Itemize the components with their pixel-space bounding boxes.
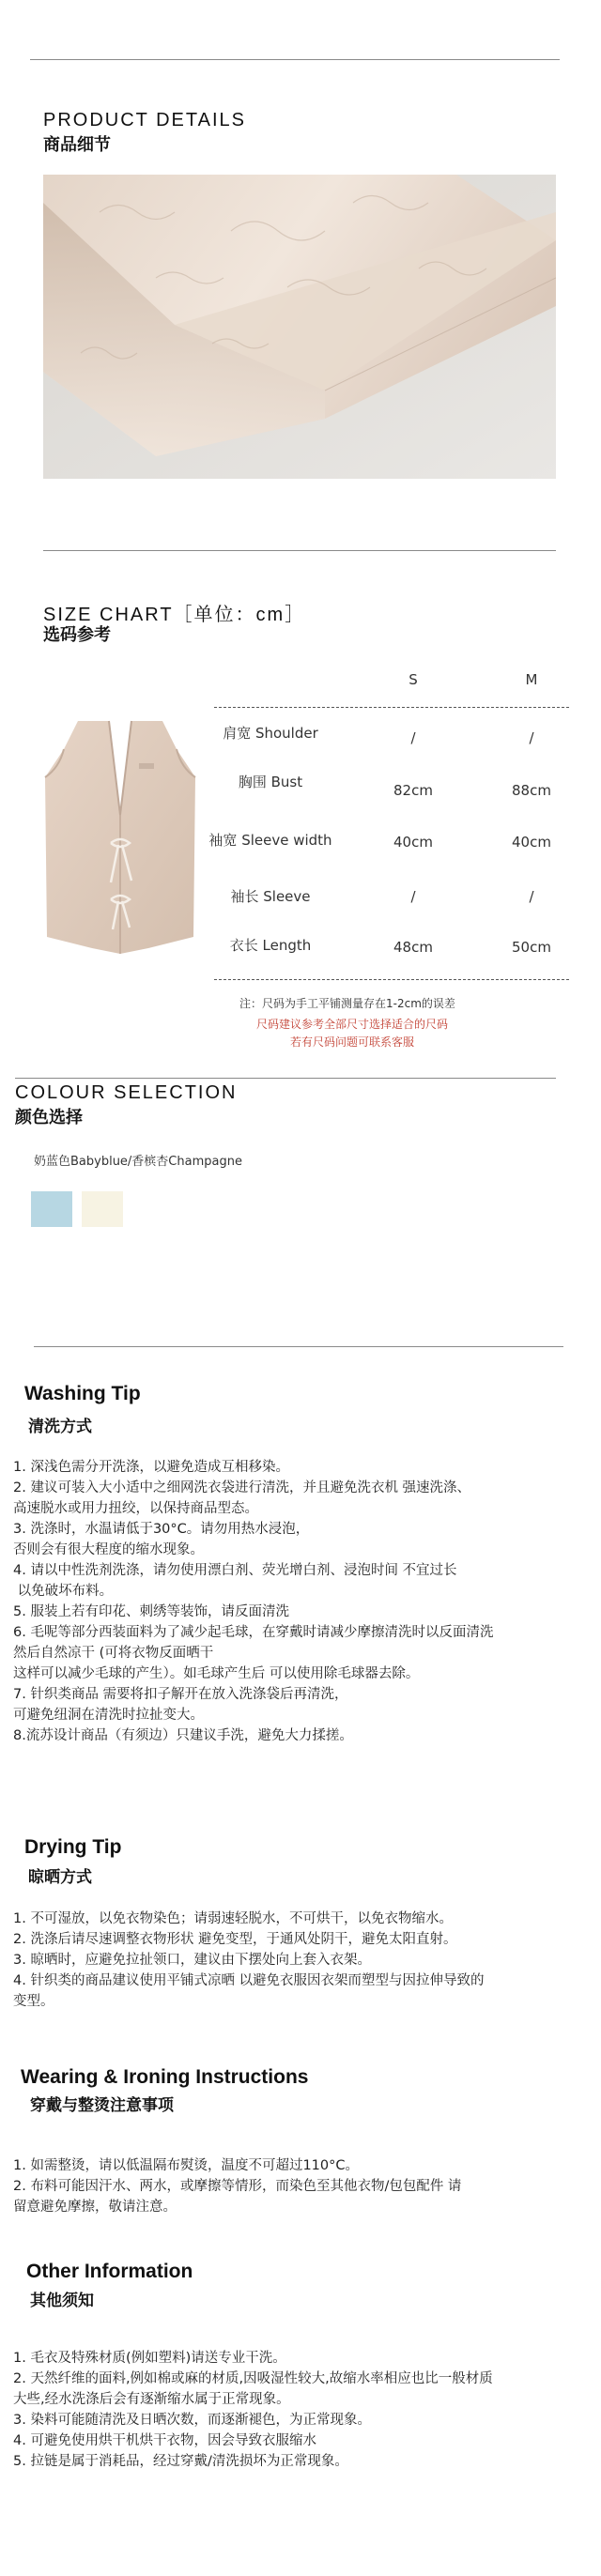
wearing-line: 1. 如需整烫，请以低温隔布熨烫，温度不可超过110°C。 [13,2158,359,2173]
size-note: 注：尺码为手工平铺测量存在1-2cm的误差 [239,997,455,1010]
swatch-babyblue[interactable] [31,1191,72,1227]
size-cell-shoulder-s: / [410,729,416,746]
size-row-label-sleeve-width: 袖宽 Sleeve width [208,832,332,849]
size-header-divider [214,707,569,708]
washing-line: 可避免纽洞在清洗时拉扯变大。 [13,1708,204,1723]
other-subtitle: 其他须知 [30,2292,94,2310]
size-row-label-shoulder: 肩宽 Shoulder [223,725,318,742]
other-line: 2. 天然纤维的面料,例如棉或麻的材质,因吸湿性较大,故缩水率相应也比一般材质 [13,2371,493,2386]
wearing-list [13,2155,588,2217]
other-line: 4. 可避免使用烘干机烘干衣物，因会导致衣服缩水 [13,2433,316,2448]
colour-options-label: 奶蓝色Babyblue/香槟杏Champagne [34,1155,242,1169]
washing-line: 4. 请以中性洗剂洗涤，请勿使用漂白剂、荧光增白剂、浸泡时间 不宜过长 [13,1563,457,1578]
other-line: 3. 染料可能随清洗及日晒次数，而逐渐褪色，为正常现象。 [13,2413,371,2428]
washing-subtitle: 清洗方式 [28,1418,92,1436]
other-line: 1. 毛衣及特殊材质(例如塑料)请送专业干洗。 [13,2351,286,2366]
washing-line: 2. 建议可装入大小适中之细网洗衣袋进行清洗，并且避免洗衣机 强速洗涤、 [13,1480,471,1495]
divider-size [43,550,556,551]
size-cell-sleeve-s: / [410,888,416,905]
wearing-subtitle: 穿戴与整烫注意事项 [30,2096,174,2115]
wearing-line: 留意避免摩擦，敬请注意。 [13,2200,177,2215]
washing-line: 5. 服装上若有印花、刺绣等装饰，请反面清洗 [13,1604,289,1619]
other-line: 5. 拉链是属于消耗品，经过穿戴/清洗损坏为正常现象。 [13,2454,348,2469]
washing-line: 这样可以减少毛球的产生）。如毛球产生后 可以使用除毛球器去除。 [13,1666,420,1681]
swatch-champagne[interactable] [82,1191,123,1227]
drying-line: 1. 不可湿放，以免衣物染色；请弱速轻脱水，不可烘干，以免衣物缩水。 [13,1911,453,1926]
drying-title: Drying Tip [24,1836,122,1858]
washing-line: 以免破坏布料。 [13,1584,114,1599]
size-bottom-divider [214,979,569,980]
colour-subtitle: 颜色选择 [15,1108,83,1127]
size-chart-subtitle: 选码参考 [43,625,111,645]
size-row-label-bust: 胸围 Bust [238,774,303,790]
washing-line: 8.流苏设计商品（有须边）只建议手洗，避免大力揉搓。 [13,1728,353,1743]
colour-title: COLOUR SELECTION [15,1082,238,1103]
divider-top [30,59,560,60]
washing-list [13,1457,588,1746]
size-cell-length-m: 50cm [512,939,551,956]
washing-line: 1. 深浅色需分开洗涤，以避免造成互相移染。 [13,1460,289,1475]
size-advice: 尺码建议参考全部尺寸选择适合的尺码 [255,1018,448,1031]
drying-list [13,1909,588,2012]
size-cell-sleeve-width-m: 40cm [512,834,551,851]
product-details-title: PRODUCT DETAILS [43,110,246,130]
drying-line: 4. 针织类的商品建议使用平铺式凉晒 以避免衣服因衣架而塑型与因拉伸导致的 [13,1973,485,1988]
washing-title: Washing Tip [24,1383,141,1404]
drying-line: 变型。 [13,1994,54,2009]
size-cell-bust-s: 82cm [393,782,433,799]
washing-line: 然后自然凉干 (可将衣物反面晒干 [13,1646,214,1661]
wearing-line: 2. 布料可能因汗水、两水，或摩擦等情形，而染色至其他衣物/包包配件 请 [13,2179,462,2194]
other-list [13,2348,588,2472]
other-title: Other Information [26,2261,193,2282]
size-cell-length-s: 48cm [393,939,433,956]
washing-line: 7. 针织类商品 需要将扣子解开在放入洗涤袋后再清洗， [13,1687,348,1702]
size-chart-title: SIZE CHART［单位：cm］ [43,605,306,625]
size-row-label-length: 衣长 Length [229,937,312,954]
washing-line: 否则会有很大程度的缩水现象。 [13,1542,204,1557]
size-contact: 若有尺码问题可联系客服 [289,1035,414,1049]
divider-washing [34,1346,563,1347]
drying-line: 3. 晾晒时，应避免拉扯领口，建议由下摆处向上套入衣架。 [13,1953,371,1968]
drying-line: 2. 洗涤后请尽速调整衣物形状 避免变型，于通风处阴干，避免太阳直射。 [13,1932,457,1947]
size-cell-shoulder-m: / [529,729,534,746]
other-line: 大些,经水洗涤后会有逐渐缩水属于正常现象。 [13,2392,290,2407]
divider-colour [15,1078,556,1079]
product-details-subtitle: 商品细节 [43,135,111,155]
size-cell-sleeve-m: / [529,888,534,905]
washing-line: 高速脱水或用力扭绞，以保持商品型态。 [13,1501,258,1516]
size-cell-bust-m: 88cm [512,782,551,799]
drying-subtitle: 晾晒方式 [28,1868,92,1887]
wearing-title: Wearing & Ironing Instructions [21,2066,309,2088]
size-row-label-sleeve: 袖长 Sleeve [230,888,311,905]
washing-line: 6. 毛呢等部分西装面料为了减少起毛球，在穿戴时请减少摩擦清洗时以反面清洗 [13,1625,494,1640]
size-col-s: S [408,671,418,688]
size-cell-sleeve-width-s: 40cm [393,834,433,851]
size-col-m: M [525,671,538,688]
fabric-detail-photo [43,175,556,479]
washing-line: 3. 洗涤时，水温请低于30°C。请勿用热水浸泡， [13,1522,310,1537]
